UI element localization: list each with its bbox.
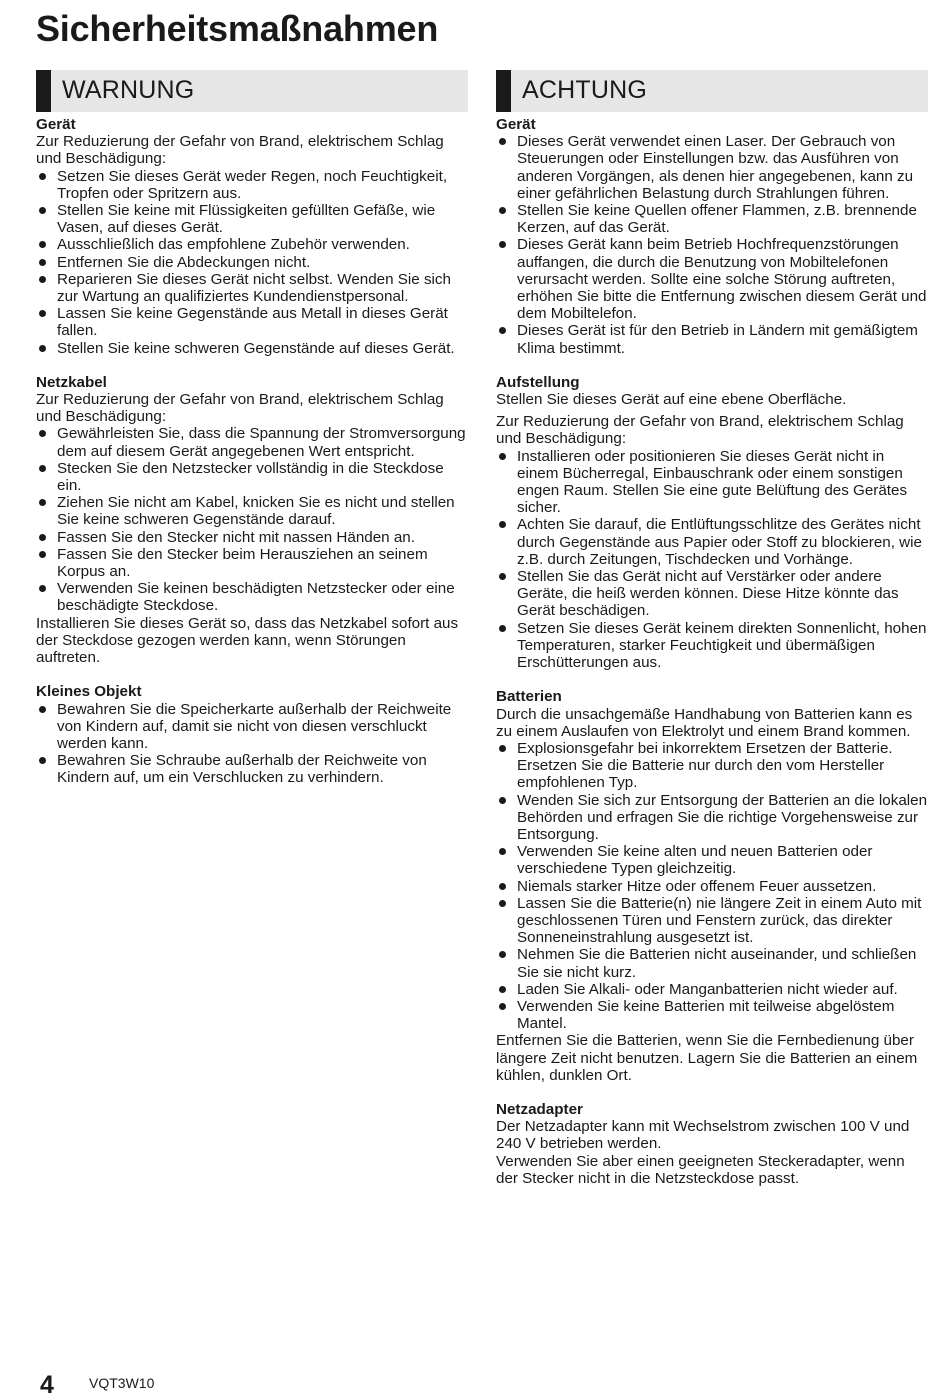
bullet-item: Lassen Sie keine Gegenstände aus Metall in dieses Gerät fallen. [36,305,468,339]
bullet-item: Ziehen Sie nicht am Kabel, knicken Sie es nicht und stellen Sie keine schweren Gegenstände darauf. [36,494,468,528]
bullet-item: Dieses Gerät kann beim Betrieb Hochfrequenzstörungen auffangen, die durch die Benutzung von Mobiltelefonen verursacht werden. Sollte eine solche Störung auftreten, erhöhen Sie bitte die Entfernung zwischen diesem Gerät und dem Mobiltelefon. [496,236,928,322]
bullet-list [36,425,468,614]
bullet-item: Dieses Gerät verwendet einen Laser. Der Gebrauch von Steuerungen oder Einstellungen bzw. das Ausführen von anderen Vorgängen, als denen hier angegebenen, kann zu einer gefährlichen Belastung durch Strahlungen führen. [496,133,928,202]
section [496,1101,928,1187]
section-heading: Gerät [36,116,76,133]
bullet-item: Dieses Gerät ist für den Betrieb in Ländern mit gemäßigtem Klima bestimmt. [496,322,928,356]
bullet-list [36,701,468,787]
paragraph: Zur Reduzierung der Gefahr von Brand, elektrischem Schlag und Beschädigung: [36,391,444,426]
bullet-item: Stellen Sie keine Quellen offener Flammen, z.B. brennende Kerzen, auf das Gerät. [496,202,928,236]
section [36,374,468,666]
paragraph: Entfernen Sie die Batterien, wenn Sie die Fernbedienung über längere Zeit nicht benutzen. Lagern Sie die Batterien an einem kühlen, dunklen Ort. [496,1032,918,1084]
section [496,374,928,671]
section-heading: Kleines Objekt [36,683,142,701]
caution-column [496,70,928,1187]
section [496,116,928,357]
bullet-list [496,133,928,357]
section-heading: Aufstellung [496,373,580,391]
bullet-item: Bewahren Sie die Speicherkarte außerhalb der Reichweite von Kindern auf, damit sie nicht von diesen verschluckt werden kann. [36,701,468,753]
document-code: VQT3W10 [89,1375,155,1391]
bullet-item: Lassen Sie die Batterie(n) nie längere Zeit in einem Auto mit geschlossenen Türen und Fenstern zurück, das direkter Sonneneinstrahlung ausgesetzt ist. [496,895,928,947]
paragraph: Installieren Sie dieses Gerät so, dass das Netzkabel sofort aus der Steckdose gezogen werden kann, wenn Störungen auftreten. [36,614,459,667]
bullet-item: Stellen Sie keine mit Flüssigkeiten gefüllten Gefäße, wie Vasen, auf dieses Gerät. [36,202,468,236]
bullet-item: Setzen Sie dieses Gerät weder Regen, noch Feuchtigkeit, Tropfen oder Spritzern aus. [36,168,468,202]
bullet-item: Verwenden Sie keine alten und neuen Batterien oder verschiedene Typen gleichzeitig. [496,843,928,877]
bullet-item: Verwenden Sie keine Batterien mit teilweise abgelöstem Mantel. [496,998,928,1032]
warning-banner [36,70,468,112]
bullet-list [36,168,468,357]
caution-heading: ACHTUNG [522,76,648,104]
bullet-list [496,448,928,672]
banner-bar [496,70,511,112]
bullet-item: Niemals starker Hitze oder offenem Feuer aussetzen. [496,878,928,895]
bullet-item: Stellen Sie keine schweren Gegenstände auf dieses Gerät. [36,340,468,357]
bullet-item: Wenden Sie sich zur Entsorgung der Batterien an die lokalen Behörden und erfragen Sie die richtige Vorgehensweise zur Entsorgung. [496,792,928,844]
section [36,683,468,786]
bullet-item: Ausschließlich das empfohlene Zubehör verwenden. [36,236,468,253]
bullet-item: Achten Sie darauf, die Entlüftungsschlitze des Gerätes nicht durch Gegenstände aus Papier oder Stoff zu blockieren, wie z.B. durch Zeitungen, Tischdecken und Vorhänge. [496,516,928,568]
bullet-item: Entfernen Sie die Abdeckungen nicht. [36,254,468,271]
bullet-item: Laden Sie Alkali- oder Manganbatterien nicht wieder auf. [496,981,928,998]
bullet-item: Stecken Sie den Netzstecker vollständig in die Steckdose ein. [36,460,468,494]
caution-banner [496,70,928,112]
section [36,116,468,357]
paragraph: Durch die unsachgemäße Handhabung von Batterien kann es zu einem Auslaufen von Elektrolyt und einem Brand kommen. [496,705,913,740]
bullet-item: Gewährleisten Sie, dass die Spannung der Stromversorgung dem auf diesem Gerät angegebenen Wert entspricht. [36,425,468,459]
section [496,688,928,1084]
bullet-item: Bewahren Sie Schraube außerhalb der Reichweite von Kindern auf, um ein Verschlucken zu verhindern. [36,752,468,786]
section-heading: Netzkabel [36,373,107,391]
paragraph: Zur Reduzierung der Gefahr von Brand, elektrischem Schlag und Beschädigung: [36,133,444,168]
bullet-item: Reparieren Sie dieses Gerät nicht selbst. Wenden Sie sich zur Wartung an qualifiziertes Kundendienstpersonal. [36,271,468,305]
bullet-list [496,740,928,1032]
page-title: Sicherheitsmaßnahmen [36,8,439,49]
banner-bar [36,70,51,112]
paragraph: Der Netzadapter kann mit Wechselstrom zwischen 100 V und 240 V betrieben werden. [496,1118,910,1153]
bullet-item: Nehmen Sie die Batterien nicht auseinander, und schließen Sie sie nicht kurz. [496,946,928,980]
bullet-item: Verwenden Sie keinen beschädigten Netzstecker oder eine beschädigte Steckdose. [36,580,468,614]
bullet-item: Setzen Sie dieses Gerät keinem direkten Sonnenlicht, hohen Temperaturen, starker Feuchtigkeit und übermäßigen Erschütterungen aus. [496,620,928,672]
bullet-item: Stellen Sie das Gerät nicht auf Verstärker oder andere Geräte, die heiß werden können. Diese Hitze könnte das Gerät beschädigen. [496,568,928,620]
bullet-item: Fassen Sie den Stecker beim Herausziehen an seinem Korpus an. [36,546,468,580]
paragraph: Stellen Sie dieses Gerät auf eine ebene Oberfläche. [496,391,847,409]
bullet-item: Installieren oder positionieren Sie dieses Gerät nicht in einem Bücherregal, Einbauschrank oder einem sonstigen engen Raum. Stellen Sie eine gute Belüftung des Gerätes sicher. [496,448,928,517]
bullet-item: Explosionsgefahr bei inkorrektem Ersetzen der Batterie. Ersetzen Sie die Batterie nur durch den vom Hersteller empfohlenen Typ. [496,740,928,792]
warning-heading: WARNUNG [62,76,195,104]
page-number: 4 [40,1371,54,1399]
warning-column [36,70,468,787]
paragraph: Zur Reduzierung der Gefahr von Brand, elektrischem Schlag und Beschädigung: [496,413,904,448]
section-heading: Gerät [496,116,536,133]
section-heading: Netzadapter [496,1100,583,1118]
section-heading: Batterien [496,688,562,706]
bullet-item: Fassen Sie den Stecker nicht mit nassen Händen an. [36,529,468,546]
paragraph: Verwenden Sie aber einen geeigneten Steckeradapter, wenn der Stecker nicht in die Netzsteckdose passt. [496,1152,905,1187]
